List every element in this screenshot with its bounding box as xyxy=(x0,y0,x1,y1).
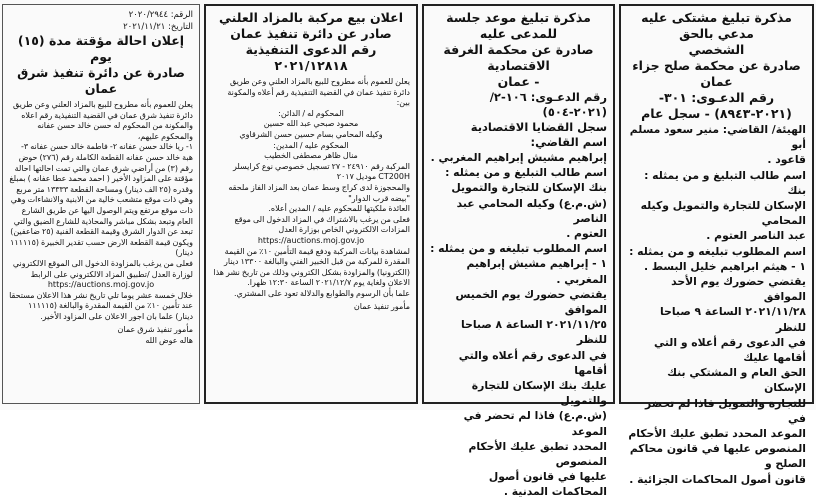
paragraph: يعلن للعموم بأنه مطروح للبيع بالمزاد العلني وعن طريق دائرة تنفيذ شرق عمان في القضية التنفيذية رقم اعلاه والمكونة من المحكوم له حسن خالد حسن عفانه والمحكوم عليهم، xyxy=(12,100,193,141)
defendant-heading: اسم المطلوب تبليغه و من يمثله : xyxy=(430,242,607,256)
case-number: رقم الدعـوى: ١٠٦-٢/ xyxy=(489,90,607,104)
body-line: ٢٠٢١/١١/٢٨ الساعة ٩ صباحا للنظر xyxy=(660,305,806,334)
plaintiff-line-cont: الإسكان للتجارة والتمويل وكيله المحامي xyxy=(640,199,806,228)
plaintiff-line: (ش.م.ع) وكيله المحامي عبد الناصر xyxy=(456,196,607,225)
signature: مأمور تنفيذ عمان xyxy=(353,302,410,312)
notice-economic-court-summons xyxy=(422,4,615,499)
auction-url-link[interactable] xyxy=(212,236,410,247)
body-line: (ش.م.ع) فاذا لم تحضر في الموعد xyxy=(463,409,607,438)
notice-title: مذكرة تبليغ موعد جلسة للمدعى عليه xyxy=(446,10,591,41)
notice-title: إعلان احالة مؤقتة مدة (١٥) يوم xyxy=(17,33,185,64)
notice-subtitle-cont: رقم الدعوى التنفيذية xyxy=(245,42,377,57)
body-line: يقتضي حضورك يوم الخميس الموافق xyxy=(455,287,607,317)
case-number-cont: (٢٠٢١-٨٩٤٣) - سجل عام xyxy=(641,106,792,121)
notice-title-cont2: - عمان xyxy=(497,74,540,89)
debtor-name: منال ظاهر مصطفى الخطيب xyxy=(264,151,358,161)
paragraph: يعلن للعموم بأنه مطروح للبيع بالمزاد العلني وعن طريق دائرة تنفيذ عمان في القضية التنفيذية رقم أعلاه والمكونة بين: xyxy=(227,77,410,108)
body-line: للتجارة والتمويل فاذا لم تحضر في xyxy=(645,396,806,425)
plaintiff-line: بنك الإسكان للتجارة والتمويل xyxy=(451,181,607,195)
creditor-lawyer: وكيله المحامي بسام حسين حسن الشرقاوي xyxy=(239,129,383,139)
notice-vehicle-auction xyxy=(204,4,418,404)
body-line: في الدعوى رقم أعلاه و التي أقامها عليك xyxy=(653,335,806,365)
debtor-heading: المحكوم عليه / المدين: xyxy=(273,140,349,150)
reference-number: الرقم: ٢٠٢٠/٢٩٤٤ xyxy=(128,10,193,20)
plaintiff-line-cont2: عبد الناصر العتوم . xyxy=(706,229,806,243)
body-line: عليك بنك الإسكان للتجارة والتمويل xyxy=(471,379,607,408)
notice-subtitle: صادر عن دائرة تنفيذ عمان xyxy=(230,26,392,41)
body-line: يقتضي حضورك يوم الأحد الموافق xyxy=(671,275,806,304)
body-line: المحدد تطبق عليك الأحكام المنصوص xyxy=(468,439,607,469)
creditor-name: محمود صبحي عبد الله حسين xyxy=(263,119,359,129)
register-name: سجل القضايا الاقتصادية xyxy=(470,120,607,134)
reference-meta xyxy=(9,9,193,21)
paragraph: خلال خمسة عشر يوما تلي تاريخ نشر هذا الاعلان مستحقا عند تأمين ١٠٪ من القيمة المقدرة والبالغة (١١١١١٥ دينار) علما بان اجور الاعلان على المزاود الأخير. xyxy=(9,290,193,321)
judge-heading: اسم القاضي: xyxy=(530,135,607,149)
date-meta xyxy=(9,21,193,33)
defendant-heading: اسم المطلوب تبليغه و من يمثله : xyxy=(629,244,806,258)
notice-title-cont: الشخصي xyxy=(688,42,745,57)
plaintiff-heading: اسم طالب التبليغ و من يمثله : xyxy=(445,166,607,180)
auction-url-link[interactable] xyxy=(9,280,193,291)
vehicle-location: والمحجوزة لدى كراج وسط عمان بعد المزاد الفاز ملحقه "بيضه قرب الدوار" xyxy=(228,182,410,203)
judge-name: إبراهيم مشيش إبراهيم المغربي . xyxy=(430,151,607,164)
plaintiff-line: العتوم . xyxy=(566,227,607,241)
notice-temporary-referral xyxy=(2,4,200,404)
creditor-heading: المحكوم له / الدائن: xyxy=(278,108,344,118)
body-line: في الدعوى رقم أعلاه والتي أقامها xyxy=(458,348,607,377)
notice-title: اعلان بيع مركبة بالمزاد العلني xyxy=(218,10,403,25)
paragraph: ١- ريا خالد حسن عفانه ٢- فاطمة خالد حسن عفانه ٣- هبة خالد حسن عفانه القطعة الكاملة رقم (٢٧٦) حوض رقم (٣) من أراضي شرق عمان والتي تمت احالتها احالة مؤقتة على المزاود الأخير ( احمد محمد عطا عفانه ) بمبلغ وقدره (٢٥ الف دينار) ومساحة القطعة ١٣٣٣٣ متر مربع وهي ذات موقع متشعب خالية من الابنية والانشاءات وهي ذات موقع مرتفع ويتم الوصول اليها عن طريق الشارع العام وتبعد بشكل مباشر والمحاذية للشارع الضيق والتي تبعد عن الدوار الشرق وقيمة القطعة الفنية (٢٥ ضاعفين) ويكون قيمة القطعة الارض حسب تقدير الخبيرة (١١١١١٥ دينار) xyxy=(9,142,193,258)
notice-date: التاريخ: ٢٠٢١/١١/٢١ xyxy=(123,22,193,32)
signature-name: هاله عوض الله xyxy=(145,336,193,346)
body-line: المنصوص عليها في قانون محاكم الصلح و xyxy=(629,442,806,471)
paragraph: فعلى من يرغب بالمزاودة الدخول الى الموقع الالكتروني لوزارة العدل /تطبيق المزاد الالكتروني على الرابط xyxy=(12,258,193,279)
paragraph: فعلى من يرغب بالاشتراك في المزاد الدخول الى موقع المزادات الالكتروني الخاص بوزارة العدل xyxy=(234,214,410,235)
auction-url[interactable]: https://auctions.moj.gov.jo xyxy=(257,235,365,245)
plaintiff-line: اسم طالب التبليغ و من يمثله : بنك xyxy=(644,168,806,197)
body-line: عليها في قانون أصول المحاكمات المدنية . xyxy=(488,470,607,499)
judge-line-cont: قاعود . xyxy=(767,153,806,167)
case-number-cont: (٢٠٢١-٥٠٤) xyxy=(542,105,607,119)
paragraph: علما بأن الرسوم والطوابع والدلالة تعود على المشتري. xyxy=(233,288,410,298)
notice-subtitle: صادرة عن محكمة صلح جزاء عمان xyxy=(632,58,801,89)
body-line: قانون أصول المحاكمات الجزائية . xyxy=(629,472,806,486)
notice-title-cont: صادرة عن محكمة الغرفة الاقتصادية xyxy=(443,42,594,73)
body-line: ٢٠٢١/١١/٢٥ الساعة ٨ صباحا للنظر xyxy=(461,318,607,347)
body-line: الحق العام و المشتكي بنك الإسكان xyxy=(667,366,806,395)
defendant-name: ١ - إبراهيم مشيش إبراهيم المغربي . xyxy=(466,257,607,286)
vehicle-details: المركبة رقم ٢٤٩١٠ - ٢٧ تسجيل خصوصي نوع كرايسلر CT200H موديل ٢٠١٧ xyxy=(232,161,410,182)
notice-title: مذكرة تبليغ مشتكى عليه مدعي بالحق xyxy=(641,10,792,41)
auction-url[interactable]: https://auctions.moj.gov.jo xyxy=(47,280,155,290)
signature-office: مأمور تنفيذ شرق عمان xyxy=(117,325,193,335)
paragraph: لمشاهدة بيانات المركبة ودفع قيمة التأمين ١٠٪ من القيمة المقدرة للمركبة من قبل الخبير الفني والبالغة ١٣٣٠٠ دينار (الكترونيا) والمزاودة بشكل الكتروني وذلك من تاريخ نشر هذا الاعلان ولغاية يوم ٢٠٢١/١٢/٧ الساعة ١٢:٣٠ ظهرا. xyxy=(213,246,410,288)
body-line: الموعد المحدد تطبق عليك الأحكام xyxy=(628,427,806,441)
case-number: ٢٠٢١/١٢٨١٨ xyxy=(274,58,348,73)
notice-court-summons-complainant xyxy=(619,4,814,486)
judge-line: الهيئة/ القاضي: منير سعود مسلم أبو xyxy=(629,123,806,152)
notice-subtitle: صادرة عن دائرة تنفيذ شرق عمان xyxy=(17,65,185,96)
ownership-line: العائدة ملكيتها للمحكوم عليه / المدين أعلاه. xyxy=(268,204,410,214)
defendant-name: ١ - هيثم ابراهيم خليل البسط . xyxy=(644,259,806,273)
case-number: رقم الدعـوى: ٣٠١- xyxy=(658,90,775,105)
